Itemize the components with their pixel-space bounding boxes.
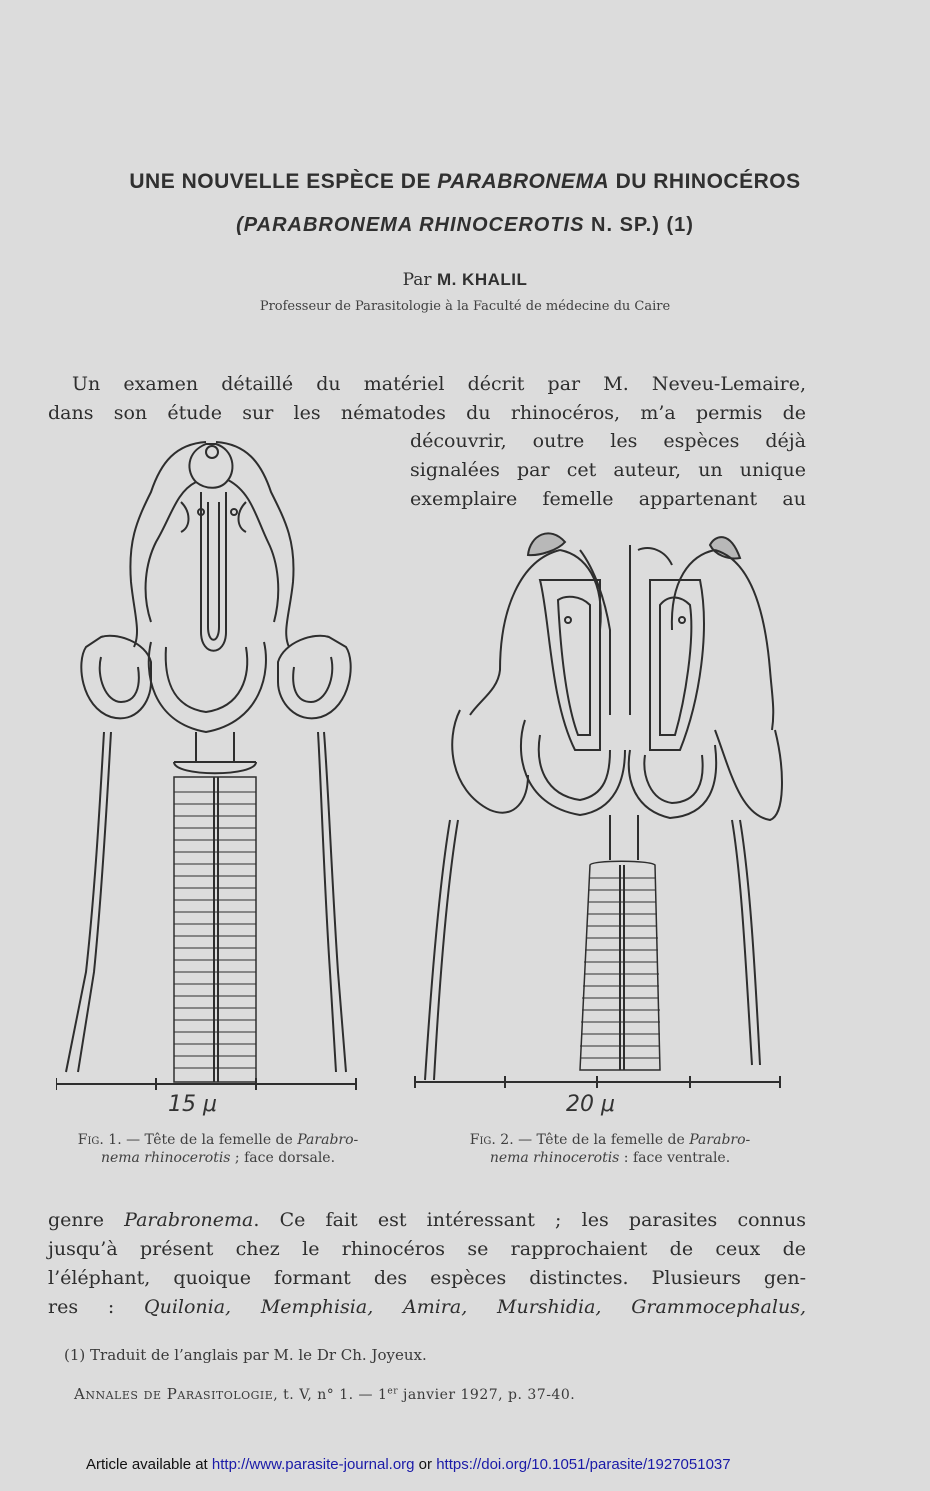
availability-or: or bbox=[414, 1456, 437, 1473]
caption-label: Fig. 2. bbox=[469, 1132, 514, 1148]
text-line: l’éléphant, quoique formant des espèces distinctes. Plusieurs gen- bbox=[48, 1267, 806, 1289]
genus-name: Parabronema bbox=[124, 1209, 254, 1231]
author-name: M. KHALIL bbox=[436, 270, 528, 289]
caption-italic: Parabro- bbox=[689, 1132, 751, 1148]
caption-italic: Parabro- bbox=[297, 1132, 359, 1148]
text-line: jusqu’à présent chez le rhinocéros se rapprochaient de ceux de bbox=[48, 1238, 806, 1260]
caption-label: Fig. 1. bbox=[77, 1132, 122, 1148]
author-line bbox=[0, 270, 930, 290]
title-text: UNE NOUVELLE ESPÈCE DE bbox=[129, 170, 438, 193]
text-line: exemplaire femelle appartenant au bbox=[410, 488, 806, 510]
availability-prefix: Article available at bbox=[86, 1456, 212, 1473]
genus-list: Quilonia, Memphisia, Amira, Murshidia, Grammocephalus, bbox=[144, 1296, 806, 1318]
figure-1-caption bbox=[48, 1131, 388, 1167]
title-species: (PARABRONEMA RHINOCEROTIS bbox=[236, 214, 585, 236]
paragraph-continued bbox=[48, 1206, 806, 1322]
figure-1-drawing bbox=[56, 432, 366, 1122]
journal-link[interactable]: http://www.parasite-journal.org bbox=[211, 1456, 415, 1473]
title-text: DU RHINOCÉROS bbox=[609, 170, 801, 193]
text-fragment: res : bbox=[48, 1296, 144, 1318]
title-genus: PARABRONEMA bbox=[437, 170, 610, 193]
caption-text: ; face dorsale. bbox=[230, 1150, 336, 1166]
figure-2-drawing bbox=[410, 520, 786, 1120]
caption-text: : face ventrale. bbox=[619, 1150, 731, 1166]
figure-2-scale-label: 20 μ bbox=[566, 1092, 615, 1117]
doi-link[interactable]: https://doi.org/10.1051/parasite/1927051037 bbox=[436, 1456, 731, 1473]
journal-name: Annales de Parasitologie bbox=[74, 1385, 274, 1403]
journal-details: , t. V, n° 1. — 1 bbox=[273, 1387, 388, 1403]
text-line: Un examen détaillé du matériel décrit par M. Neveu-Lemaire, bbox=[72, 373, 806, 395]
author-prefix: Par bbox=[402, 270, 437, 290]
paragraph-wrap bbox=[410, 427, 806, 514]
text-line: dans son étude sur les nématodes du rhinocéros, m’a permis de bbox=[48, 402, 806, 424]
text-line: découvrir, outre les espèces déjà bbox=[410, 430, 806, 452]
caption-italic: nema rhinocerotis bbox=[489, 1150, 620, 1166]
text-line bbox=[48, 1293, 806, 1322]
article-title-line2 bbox=[0, 214, 930, 237]
caption-text: — Tête de la femelle de bbox=[121, 1132, 298, 1148]
journal-sup: er bbox=[387, 1386, 399, 1397]
title-text: N. SP.) (1) bbox=[584, 214, 694, 236]
author-affiliation: Professeur de Parasitologie à la Faculté de médecine du Caire bbox=[259, 299, 671, 314]
availability-line bbox=[86, 1456, 846, 1473]
footnote: (1) Traduit de l’anglais par M. le Dr Ch. Joyeux. bbox=[64, 1346, 427, 1364]
figure-2-caption bbox=[412, 1131, 808, 1167]
text-fragment: . Ce fait est intéressant ; les parasites connus bbox=[253, 1209, 806, 1231]
journal-reference bbox=[74, 1385, 575, 1403]
figure-1-scale-label: 15 μ bbox=[168, 1092, 217, 1117]
article-title-line1 bbox=[0, 170, 930, 194]
paragraph-intro bbox=[48, 370, 806, 428]
text-line bbox=[48, 1206, 806, 1235]
caption-italic: nema rhinocerotis bbox=[100, 1150, 231, 1166]
text-line: signalées par cet auteur, un unique bbox=[410, 459, 806, 481]
caption-text: — Tête de la femelle de bbox=[513, 1132, 690, 1148]
journal-details: janvier 1927, p. 37-40. bbox=[398, 1387, 576, 1403]
text-fragment: genre bbox=[48, 1209, 125, 1231]
